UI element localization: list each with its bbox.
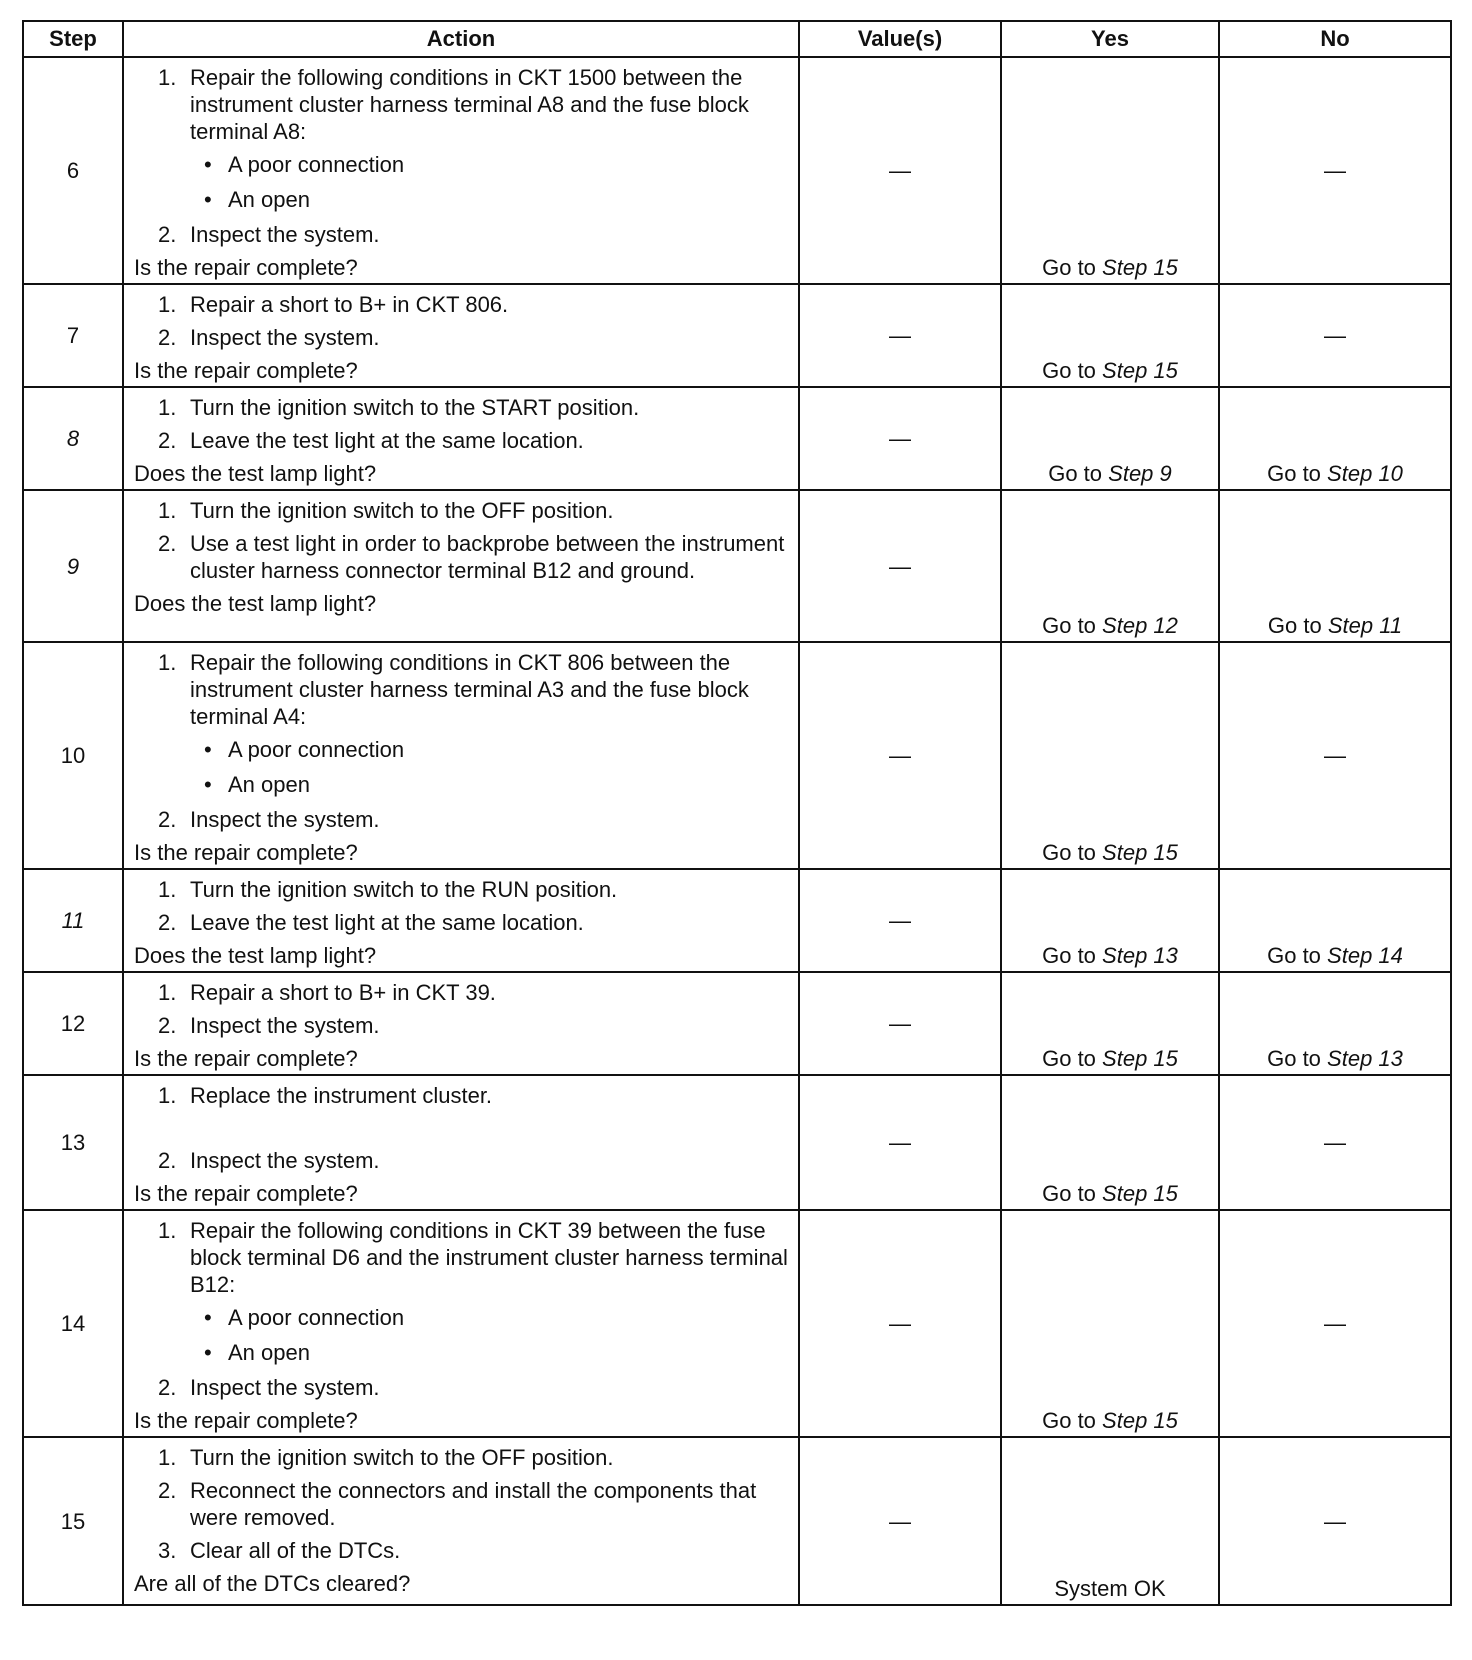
yes-cell: Go to Step 15 [1001,284,1219,387]
yes-step-ref: Step 13 [1102,943,1178,968]
no-cell: — [1219,1210,1451,1437]
no-step-ref: Step 14 [1327,943,1403,968]
item-text: Inspect the system. [190,1013,380,1038]
action-cell [123,387,799,490]
item-number: 1. [158,1218,177,1243]
no-step-ref: Step 11 [1327,613,1403,638]
yes-cell: Go to Step 13 [1001,869,1219,972]
no-cell: — [1219,1075,1451,1210]
header-step: Step [23,21,123,57]
item-text: Repair a short to B+ in CKT 806. [190,292,509,317]
action-cell [123,972,799,1075]
value-cell: — [799,1210,1001,1437]
item-number: 1. [158,980,177,1005]
no-cell: Go to Step 10 [1219,387,1451,490]
action-cell: 1. Repair the following conditions in CKT 806 between the instrument cluster harness terminal A3 and the fuse block terminal A4: • A poor connection • An open 2. Inspect the system. Is the repair complete? [123,642,799,869]
bullet-text: An open [228,772,310,797]
table-row [23,490,1451,642]
no-cell: — [1219,1437,1451,1605]
no-cell: Go to Step 11 [1219,490,1451,642]
item-text: Repair the following conditions in CKT 1500 between the instrument cluster harness terminal A8 and the fuse block terminal A8: [190,65,749,144]
item-number: 2. [158,325,177,350]
value-cell: — [799,869,1001,972]
value-cell: — [799,972,1001,1075]
bullet-text: A poor connection [228,1305,405,1330]
step-number: 9 [23,490,123,642]
table-row [23,1437,1451,1605]
item-text: Turn the ignition switch to the OFF position. [190,498,614,523]
header-action: Action [123,21,799,57]
item-text: Leave the test light at the same location. [190,910,584,935]
no-cell: — [1219,57,1451,284]
action-cell [123,490,799,642]
item-text: Inspect the system. [190,222,380,247]
header-row [23,21,1451,57]
bullet-text: A poor connection [228,737,405,762]
bullet-text: An open [228,1340,310,1365]
diagnostic-table [22,20,1452,1606]
step-number: 6 [23,57,123,284]
step-number: 14 [23,1210,123,1437]
step-number: 12 [23,972,123,1075]
item-number: 2. [158,1013,177,1038]
yes-step-ref: Step 15 [1102,358,1178,383]
table-row [23,284,1451,387]
item-text: Clear all of the DTCs. [190,1538,401,1563]
question-text: Is the repair complete? [134,1046,358,1071]
action-cell: 1. Repair the following conditions in CKT 39 between the fuse block terminal D6 and the instrument cluster harness terminal B12: • A poor connection • An open 2. Inspect the system. Is the repair complete? [123,1210,799,1437]
item-number: 2. [158,222,177,247]
step-number: 10 [23,642,123,869]
item-text: Inspect the system. [190,1375,380,1400]
item-number: 1. [158,498,177,523]
bullet-text: An open [228,187,310,212]
item-text: Use a test light in order to backprobe between the instrument cluster harness connector terminal B12 and ground. [190,531,785,583]
no-step-ref: Step 10 [1327,461,1403,486]
question-text: Does the test lamp light? [134,943,377,968]
question-text: Does the test lamp light? [134,461,377,486]
yes-cell: Go to Step 15 [1001,1210,1219,1437]
item-number: 2. [158,428,177,453]
step-number: 13 [23,1075,123,1210]
item-text: Inspect the system. [190,807,380,832]
item-text: Inspect the system. [190,325,380,350]
table-row [23,387,1451,490]
no-cell: Go to Step 13 [1219,972,1451,1075]
question-text: Are all of the DTCs cleared? [134,1571,411,1596]
action-cell [123,1437,799,1605]
yes-step-ref: Step 15 [1102,1181,1178,1206]
no-cell: — [1219,284,1451,387]
item-number: 2. [158,531,177,556]
action-cell [123,1075,799,1210]
action-cell: 1. Repair the following conditions in CKT 1500 between the instrument cluster harness terminal A8 and the fuse block terminal A8: • A poor connection • An open 2. Inspect the system. Is the repair complete? [123,57,799,284]
yes-step-ref: Step 9 [1108,461,1172,486]
value-cell: — [799,387,1001,490]
yes-cell: Go to Step 15 [1001,57,1219,284]
item-number: 1. [158,395,177,420]
item-text: Reconnect the connectors and install the components that were removed. [190,1478,757,1530]
item-number: 3. [158,1538,177,1563]
item-number: 1. [158,1083,177,1108]
item-text: Repair the following conditions in CKT 806 between the instrument cluster harness terminal A3 and the fuse block terminal A4: [190,650,749,729]
yes-cell: Go to Step 15 [1001,972,1219,1075]
step-number: 15 [23,1437,123,1605]
yes-cell: Go to Step 9 [1001,387,1219,490]
table-row [23,642,1451,869]
table-row [23,1210,1451,1437]
question-text: Is the repair complete? [134,1408,358,1433]
yes-cell: Go to Step 12 [1001,490,1219,642]
item-text: Inspect the system. [190,1148,380,1173]
value-cell: — [799,1437,1001,1605]
item-text: Turn the ignition switch to the OFF position. [190,1445,614,1470]
yes-cell: Go to Step 15 [1001,1075,1219,1210]
yes-step-ref: Step 15 [1102,1046,1178,1071]
value-cell: — [799,490,1001,642]
question-text: Is the repair complete? [134,1181,358,1206]
step-number: 7 [23,284,123,387]
item-text: Repair the following conditions in CKT 39 between the fuse block terminal D6 and the instrument cluster harness terminal B12: [190,1218,788,1297]
item-number: 1. [158,650,177,675]
question-text: Is the repair complete? [134,840,358,865]
item-number: 2. [158,910,177,935]
question-text: Is the repair complete? [134,255,358,280]
item-text: Turn the ignition switch to the START position. [190,395,640,420]
step-number: 11 [23,869,123,972]
question-text: Does the test lamp light? [134,591,377,616]
yes-step-ref: Step 15 [1102,840,1178,865]
item-text: Turn the ignition switch to the RUN position. [190,877,618,902]
header-yes: Yes [1001,21,1219,57]
step-number: 8 [23,387,123,490]
yes-cell: Go to Step 15 [1001,642,1219,869]
value-cell: — [799,284,1001,387]
table-row [23,972,1451,1075]
item-number: 2. [158,1478,177,1503]
no-cell: — [1219,642,1451,869]
item-number: 2. [158,1148,177,1173]
value-cell: — [799,57,1001,284]
item-text: Leave the test light at the same location. [190,428,584,453]
item-text: Replace the instrument cluster. [190,1083,493,1108]
table-row [23,57,1451,284]
action-cell [123,284,799,387]
yes-cell: System OK [1001,1437,1219,1605]
item-number: 1. [158,65,177,90]
yes-step-ref: Step 15 [1102,255,1178,280]
header-no: No [1219,21,1451,57]
table-row [23,1075,1451,1210]
item-number: 2. [158,1375,177,1400]
no-step-ref: Step 13 [1327,1046,1403,1071]
item-number: 2. [158,807,177,832]
item-text: Repair a short to B+ in CKT 39. [190,980,496,1005]
header-values: Value(s) [799,21,1001,57]
table-row [23,869,1451,972]
question-text: Is the repair complete? [134,358,358,383]
yes-step-ref: Step 12 [1102,613,1178,638]
value-cell: — [799,642,1001,869]
bullet-text: A poor connection [228,152,405,177]
action-cell [123,869,799,972]
item-number: 1. [158,292,177,317]
value-cell: — [799,1075,1001,1210]
yes-step-ref: Step 15 [1102,1408,1178,1433]
item-number: 1. [158,877,177,902]
no-cell: Go to Step 14 [1219,869,1451,972]
item-number: 1. [158,1445,177,1470]
